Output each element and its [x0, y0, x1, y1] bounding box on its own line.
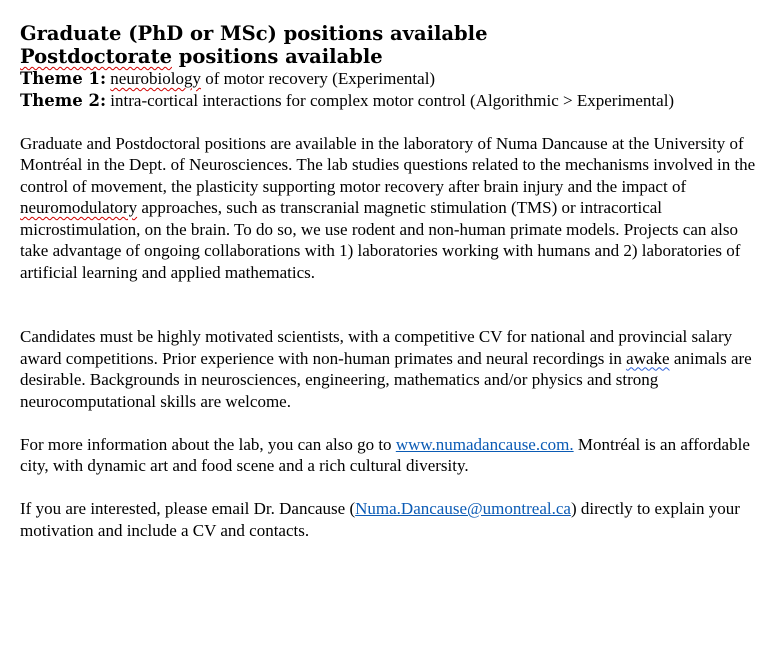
paragraph-4-text-b: ) directly to explain your motivation and include a CV and contacts. [20, 499, 740, 540]
paragraph-spacer [20, 477, 765, 499]
theme-2 [20, 90, 765, 112]
paragraph-3-text-a: For more information about the lab, you can also go to [20, 434, 396, 454]
lab-website-link[interactable]: www.numadancause.com. [395, 434, 574, 454]
paragraph-1-flagged-word: neuromodulatory [20, 198, 138, 217]
paragraph-contact [20, 498, 765, 541]
heading-line2-flagged-word: Postdoctorate [20, 45, 172, 68]
paragraph-4-text-a: If you are interested, please email Dr. Dancause ( [20, 499, 356, 518]
theme-2-label: Theme 2: [20, 90, 107, 110]
heading-line1: Graduate (PhD or MSc) positions available [20, 22, 488, 45]
paragraph-more-info [20, 434, 765, 477]
heading-line2-rest: positions available [171, 45, 383, 68]
paragraph-spacer [20, 111, 765, 133]
paragraph-1-text-a: Graduate and Postdoctoral positions are available in the laboratory of Numa Dancause at the University of Montréal in the Dept. of Neurosciences. The lab studies questions related to the mechanisms involved in the control of movement, the plasticity supporting motor recovery after brain injury and the impact of [20, 133, 756, 196]
paragraph-2-flagged-word: awake [626, 348, 670, 368]
email-link[interactable]: Numa.Dancause@umontreal.ca [355, 499, 571, 518]
paragraph-3-text-b: Montréal is an affordable city, with dynamic art and food scene and a rich cultural diversity. [20, 434, 750, 475]
paragraph-2-text-a: Candidates must be highly motivated scientists, with a competitive CV for national and provincial salary award competitions. Prior experience with non-human primates and neural recordings in [20, 327, 733, 368]
heading-postdoc-positions [20, 45, 765, 68]
theme-1-flagged-word: neurobiology [110, 69, 201, 88]
paragraph-lab-description [20, 133, 765, 284]
theme-1-text: of motor recovery (Experimental) [200, 69, 436, 88]
heading-graduate-positions [20, 22, 765, 45]
paragraph-candidate-requirements [20, 326, 765, 412]
paragraph-1-text-b: approaches, such as transcranial magnetic stimulation (TMS) or intracortical microstimulation, on the brain. To do so, we use rodent and non-human primate models. Projects can also take advantage of ongoing collaborations with 1) laboratories working with humans and 2) laboratories of artificial learning and applied mathematics. [20, 198, 741, 282]
paragraph-spacer [20, 283, 765, 326]
paragraph-spacer [20, 412, 765, 434]
paragraph-2-text-b: animals are desirable. Backgrounds in neurosciences, engineering, mathematics and/or physics and strong neurocomputational skills are welcome. [20, 348, 752, 411]
theme-2-text: intra-cortical interactions for complex motor control (Algorithmic > Experimental) [106, 90, 675, 110]
theme-1 [20, 68, 765, 90]
theme-1-label: Theme 1: [20, 69, 107, 88]
document-body [20, 22, 765, 541]
